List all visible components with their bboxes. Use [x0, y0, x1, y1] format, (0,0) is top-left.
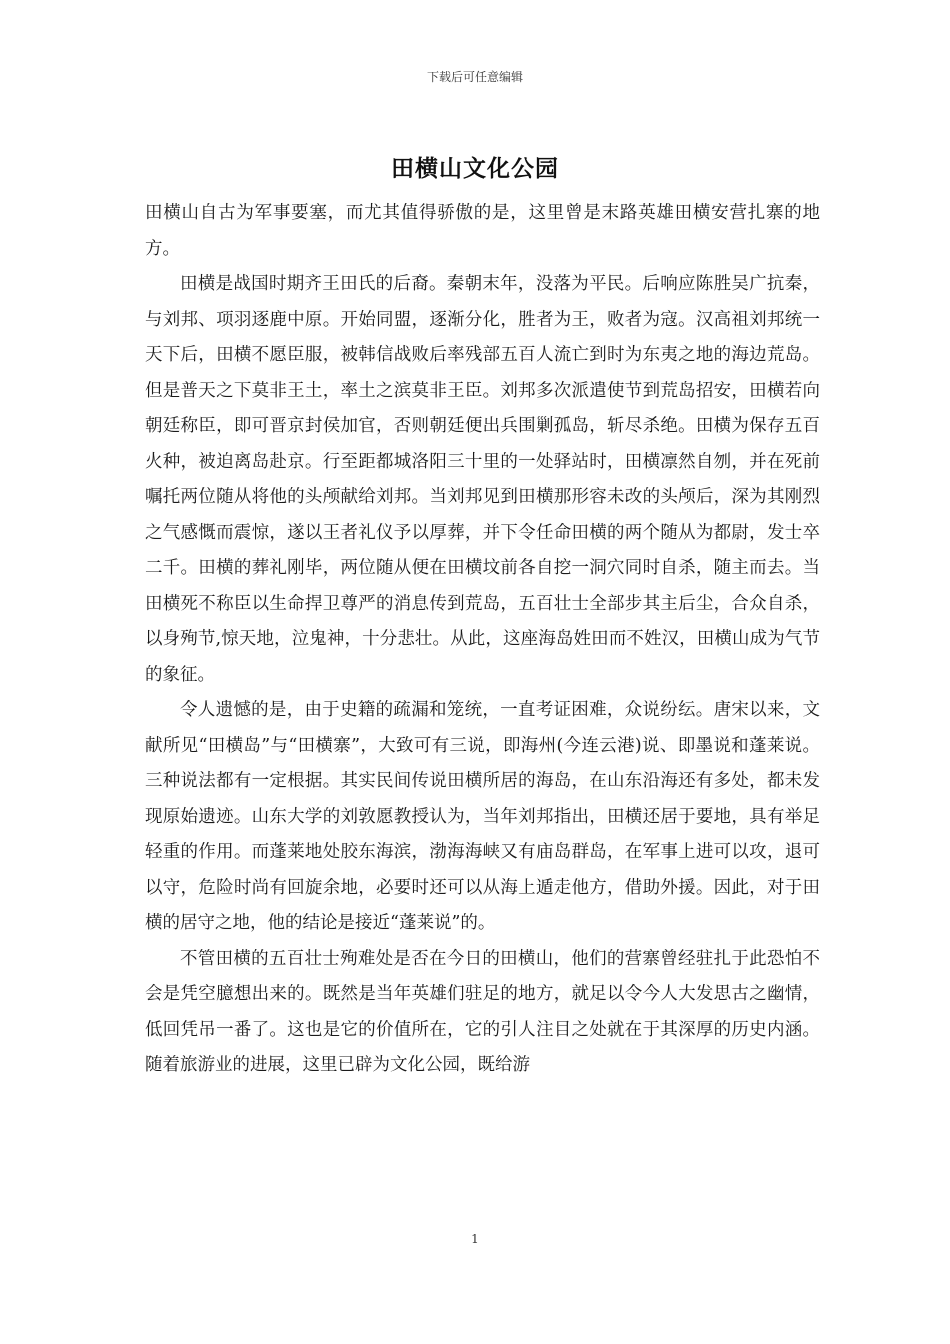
paragraph-intro: 田横山自古为军事要塞，而尤其值得骄傲的是，这里曾是末路英雄田横安营扎寨的地方。 [145, 203, 820, 259]
paragraph-history: 田横是战国时期齐王田氏的后裔。秦朝末年，没落为平民。后响应陈胜吴广抗秦，与刘邦、项羽逐鹿中原。开始同盟，逐渐分化，胜者为王，败者为寇。汉高祖刘邦统一天下后，田横不愿臣服，被韩信战败后率残部五百人流亡到时为东夷之地的海边荒岛。但是普天之下莫非王土，率土之滨莫非王臣。刘邦多次派遣使节到荒岛招安，田横若向朝廷称臣，即可晋京封侯加官，否则朝廷便出兵围剿孤岛，斩尽杀绝。田横为保存五百火种，被迫离岛赴京。行至距都城洛阳三十里的一处驿站时，田横凛然自刎，并在死前嘱托两位随从将他的头颅献给刘邦。当刘邦见到田横那形容未改的头颅后，深为其刚烈之气感慨而震惊，遂以王者礼仪予以厚葬，并下令任命田横的两个随从为都尉，发士卒二千。田横的葬礼刚毕，两位随从便在田横坟前各自挖一洞穴同时自杀，随主而去。当田横死不称臣以生命捍卫尊严的消息传到荒岛，五百壮士全部步其主后尘，合众自杀，以身殉节,惊天地，泣鬼神，十分悲壮。从此，这座海岛姓田而不姓汉，田横山成为气节的象征。 [145, 274, 820, 685]
page-number: 1 [471, 1232, 479, 1246]
paragraph-debate: 令人遗憾的是，由于史籍的疏漏和笼统，一直考证困难，众说纷纭。唐宋以来，文献所见“田横岛”与“田横寨”，大致可有三说，即海州(今连云港)说、即墨说和蓬莱说。三种说法都有一定根据。其实民间传说田横所居的海岛，在山东沿海还有多处，都未发现原始遗迹。山东大学的刘敦愿教授认为，当年刘邦指出，田横还居于要地，具有举足轻重的作用。而蓬莱地处胶东海滨，渤海海峡又有庙岛群岛，在军事上进可以攻，退可以守，危险时尚有回旋余地，必要时还可以从海上遁走他方，借助外援。因此，对于田横的居守之地，他的结论是接近“蓬莱说”的。 [145, 700, 820, 933]
document-title: 田横山文化公园 [391, 156, 559, 182]
paragraph-significance: 不管田横的五百壮士殉难处是否在今日的田横山，他们的营寨曾经驻扎于此恐怕不会是凭空臆想出来的。既然是当年英雄们驻足的地方，就足以令今人大发思古之幽情，低回凭吊一番了。这也是它的价值所在，它的引人注目之处就在于其深厚的历史内涵。随着旅游业的进展，这里已辟为文化公园，既给游 [145, 948, 820, 1075]
page-header-note: 下载后可任意编辑 [426, 70, 523, 84]
document-body [145, 196, 820, 1084]
